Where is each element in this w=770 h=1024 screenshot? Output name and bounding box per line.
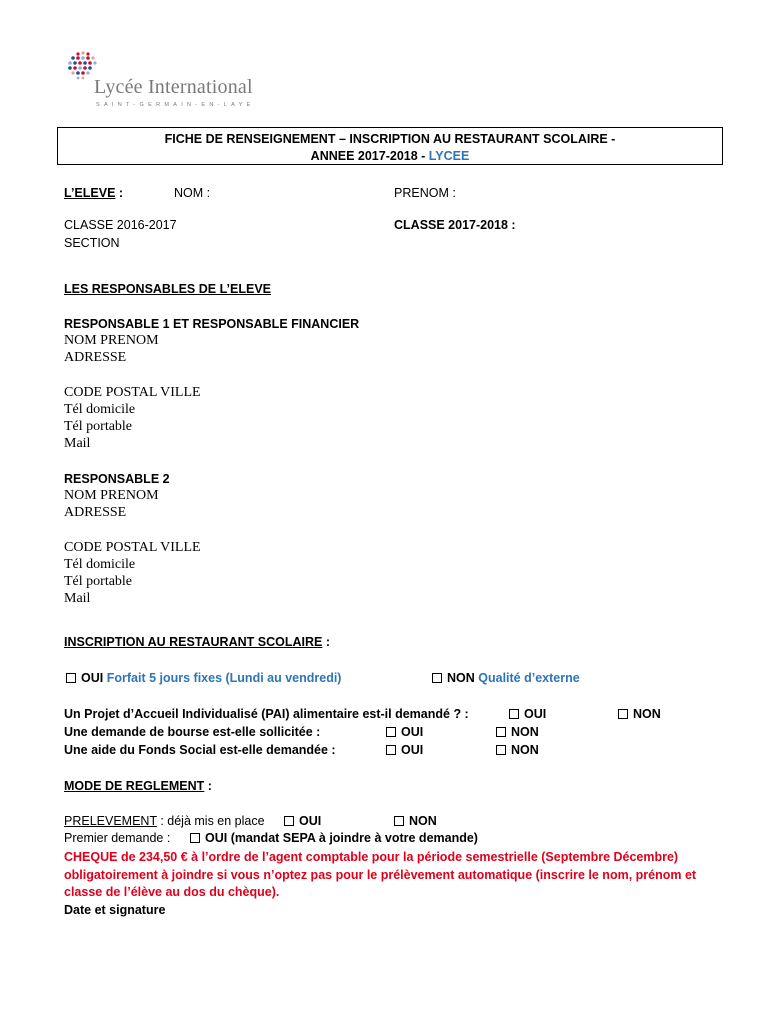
date-signature-label: Date et signature bbox=[64, 903, 166, 917]
prelevement-oui-option[interactable]: OUI bbox=[284, 814, 321, 828]
r1-mail: Mail bbox=[64, 436, 91, 451]
checkbox-icon[interactable] bbox=[496, 745, 506, 755]
checkbox-icon[interactable] bbox=[618, 709, 628, 719]
r2-tel-domicile: Tél domicile bbox=[64, 557, 136, 572]
prelevement-non-option[interactable]: NON bbox=[394, 814, 437, 828]
inscription-heading: INSCRIPTION AU RESTAURANT SCOLAIRE : bbox=[64, 635, 330, 649]
nom-label: NOM : bbox=[174, 186, 211, 200]
school-logo bbox=[62, 46, 262, 116]
title-year: ANNEE 2017-2018 - bbox=[310, 149, 429, 163]
cheque-instructions: CHEQUE de 234,50 € à l’ordre de l’agent comptable pour la période semestrielle (Septembre Décembre) obligatoirement à joindre si vous n’optez pas pour le prélèvement automatique (inscrire le nom, prénom et classe de l’élève au dos du chèque). bbox=[64, 850, 697, 899]
r1-tel-domicile: Tél domicile bbox=[64, 402, 136, 417]
title-line-1: FICHE DE RENSEIGNEMENT – INSCRIPTION AU RESTAURANT SCOLAIRE - bbox=[164, 132, 616, 146]
classe-next-label: CLASSE 2017-2018 : bbox=[394, 218, 516, 232]
r1-adresse: ADRESSE bbox=[64, 350, 127, 365]
checkbox-icon[interactable] bbox=[394, 816, 404, 826]
reglement-heading: MODE DE REGLEMENT : bbox=[64, 779, 212, 793]
pai-question: Un Projet d’Accueil Individualisé (PAI) alimentaire est-il demandé ? : bbox=[64, 707, 469, 721]
fonds-non-option[interactable]: NON bbox=[496, 743, 539, 757]
premier-demande-oui-option[interactable]: OUI (mandat SEPA à joindre à votre demande) bbox=[190, 831, 478, 845]
form-title bbox=[57, 127, 723, 165]
inscription-non-option[interactable]: NON Qualité d’externe bbox=[432, 671, 580, 685]
section-label: SECTION bbox=[64, 236, 120, 250]
inscription-oui-option[interactable]: OUI Forfait 5 jours fixes (Lundi au vendredi) bbox=[66, 671, 341, 685]
bourse-non-option[interactable]: NON bbox=[496, 725, 539, 739]
title-level: LYCEE bbox=[428, 149, 470, 163]
title-line-2 bbox=[58, 148, 722, 165]
checkbox-icon[interactable] bbox=[284, 816, 294, 826]
fonds-oui-option[interactable]: OUI bbox=[386, 743, 423, 757]
logo-subtitle: SAINT-GERMAIN-EN-LAYE bbox=[96, 102, 255, 108]
checkbox-icon[interactable] bbox=[432, 673, 442, 683]
classe-previous-label: CLASSE 2016-2017 bbox=[64, 218, 177, 232]
checkbox-icon[interactable] bbox=[496, 727, 506, 737]
premier-demande-label: Premier demande : bbox=[64, 831, 171, 845]
fonds-question: Une aide du Fonds Social est-elle demandée : bbox=[64, 743, 336, 757]
r2-mail: Mail bbox=[64, 591, 91, 606]
r2-code-postal: CODE POSTAL VILLE bbox=[64, 540, 201, 555]
logo-name: Lycée International bbox=[94, 76, 253, 98]
bourse-question: Une demande de bourse est-elle sollicitée : bbox=[64, 725, 321, 739]
checkbox-icon[interactable] bbox=[66, 673, 76, 683]
pai-oui-option[interactable]: OUI bbox=[509, 707, 546, 721]
responsable-1-title: RESPONSABLE 1 ET RESPONSABLE FINANCIER bbox=[64, 317, 360, 331]
eleve-label: L’ELEVE : bbox=[64, 186, 124, 200]
checkbox-icon[interactable] bbox=[386, 727, 396, 737]
r2-tel-portable: Tél portable bbox=[64, 574, 133, 589]
r2-adresse: ADRESSE bbox=[64, 505, 127, 520]
bourse-oui-option[interactable]: OUI bbox=[386, 725, 423, 739]
r1-tel-portable: Tél portable bbox=[64, 419, 133, 434]
checkbox-icon[interactable] bbox=[386, 745, 396, 755]
prenom-label: PRENOM : bbox=[394, 186, 456, 200]
checkbox-icon[interactable] bbox=[190, 833, 200, 843]
prelevement-line: PRELEVEMENT : déjà mis en place bbox=[64, 814, 265, 828]
r2-nom-prenom: NOM PRENOM bbox=[64, 488, 159, 503]
r1-nom-prenom: NOM PRENOM bbox=[64, 333, 159, 348]
responsable-2-title: RESPONSABLE 2 bbox=[64, 472, 170, 486]
responsables-heading: LES RESPONSABLES DE L’ELEVE bbox=[64, 282, 271, 296]
checkbox-icon[interactable] bbox=[509, 709, 519, 719]
pai-non-option[interactable]: NON bbox=[618, 707, 661, 721]
r1-code-postal: CODE POSTAL VILLE bbox=[64, 385, 201, 400]
